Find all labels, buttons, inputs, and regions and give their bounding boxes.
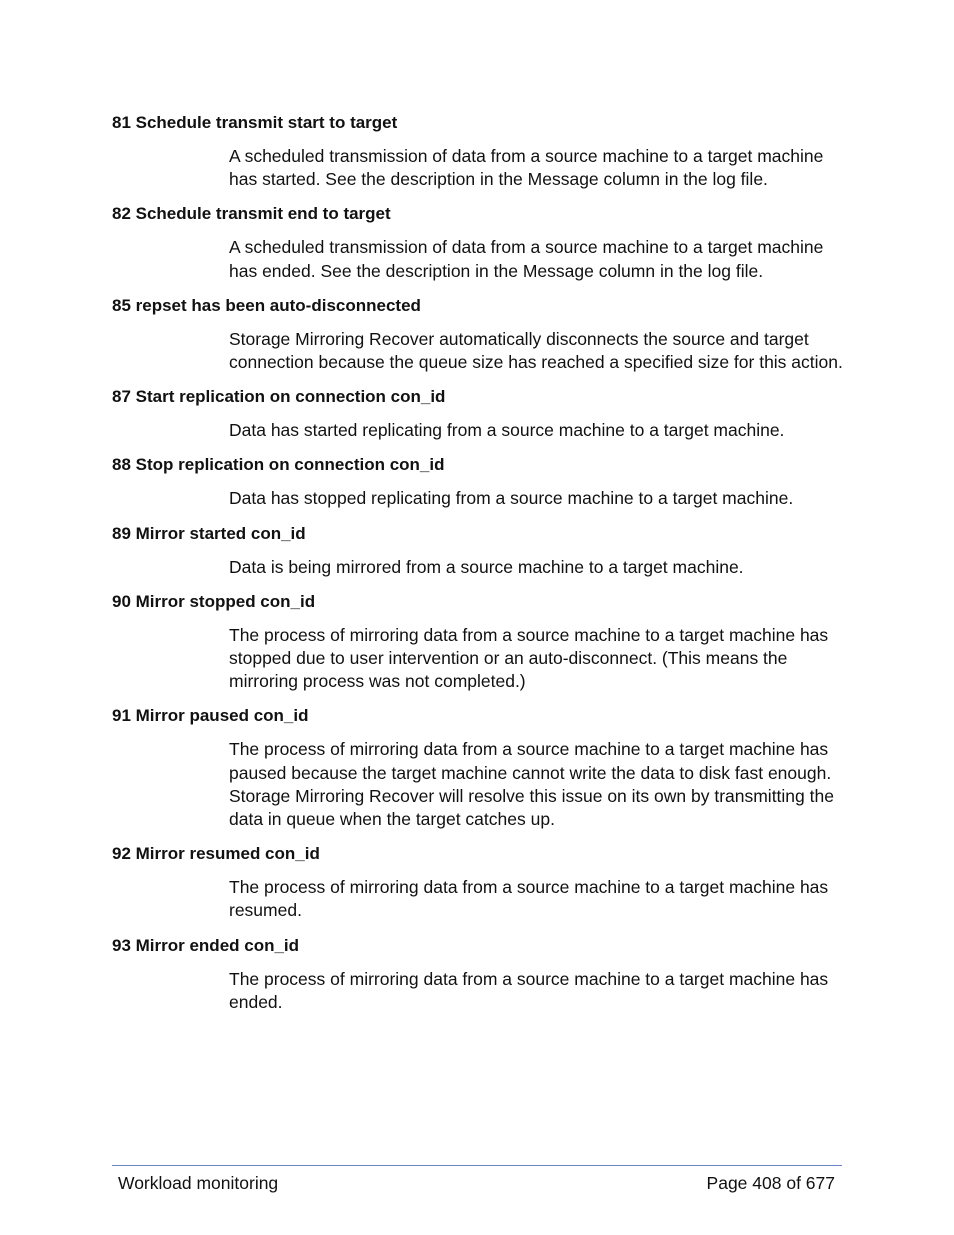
event-description: The process of mirroring data from a source machine to a target machine has resumed. bbox=[229, 877, 829, 921]
event-entry bbox=[112, 590, 847, 694]
event-description: The process of mirroring data from a source machine to a target machine has stopped due to user intervention or an auto-disconnect. (This means the mirroring process was not completed.) bbox=[229, 624, 829, 692]
event-heading: 91 Mirror paused con_id bbox=[112, 706, 309, 726]
event-entry bbox=[112, 294, 847, 374]
event-description: The process of mirroring data from a source machine to a target machine has ended. bbox=[229, 968, 829, 1012]
event-entry bbox=[112, 842, 847, 922]
event-heading: 92 Mirror resumed con_id bbox=[112, 844, 320, 864]
event-description: The process of mirroring data from a source machine to a target machine has paused because the target machine cannot write the data to disk fast enough. Storage Mirroring Recover will resolve this issue on its own by transmitting the data in queue when the target catches up. bbox=[229, 739, 834, 830]
footer-page-number: Page 408 of 677 bbox=[706, 1173, 835, 1193]
event-entry bbox=[112, 522, 847, 579]
event-heading: 89 Mirror started con_id bbox=[112, 523, 306, 543]
event-description: Data has started replicating from a source machine to a target machine. bbox=[229, 420, 785, 441]
event-description: Data is being mirrored from a source machine to a target machine. bbox=[229, 556, 744, 577]
page-footer bbox=[112, 1165, 842, 1193]
event-description: Data has stopped replicating from a source machine to a target machine. bbox=[229, 488, 794, 509]
event-heading: 90 Mirror stopped con_id bbox=[112, 591, 316, 611]
event-heading: 85 repset has been auto-disconnected bbox=[112, 295, 421, 315]
event-heading: 93 Mirror ended con_id bbox=[112, 935, 300, 955]
event-description: A scheduled transmission of data from a source machine to a target machine has ended. See the description in the Message column in the log file. bbox=[229, 237, 824, 281]
event-entry bbox=[112, 704, 847, 831]
event-entry bbox=[112, 111, 847, 191]
event-heading: 82 Schedule transmit end to target bbox=[112, 204, 391, 224]
event-entry bbox=[112, 934, 847, 1014]
footer-section-title: Workload monitoring bbox=[118, 1173, 279, 1193]
event-heading: 87 Start replication on connection con_id bbox=[112, 387, 446, 407]
event-description: Storage Mirroring Recover automatically disconnects the source and target connection because the queue size has reached a specified size for this action. bbox=[229, 328, 843, 373]
event-entry bbox=[112, 453, 847, 510]
event-heading: 88 Stop replication on connection con_id bbox=[112, 455, 445, 475]
event-heading: 81 Schedule transmit start to target bbox=[112, 113, 398, 132]
event-description: A scheduled transmission of data from a source machine to a target machine has started. See the description in the Message column in the log file. bbox=[229, 146, 824, 190]
event-entry bbox=[112, 202, 847, 282]
event-list bbox=[112, 111, 847, 1025]
event-entry bbox=[112, 385, 847, 442]
